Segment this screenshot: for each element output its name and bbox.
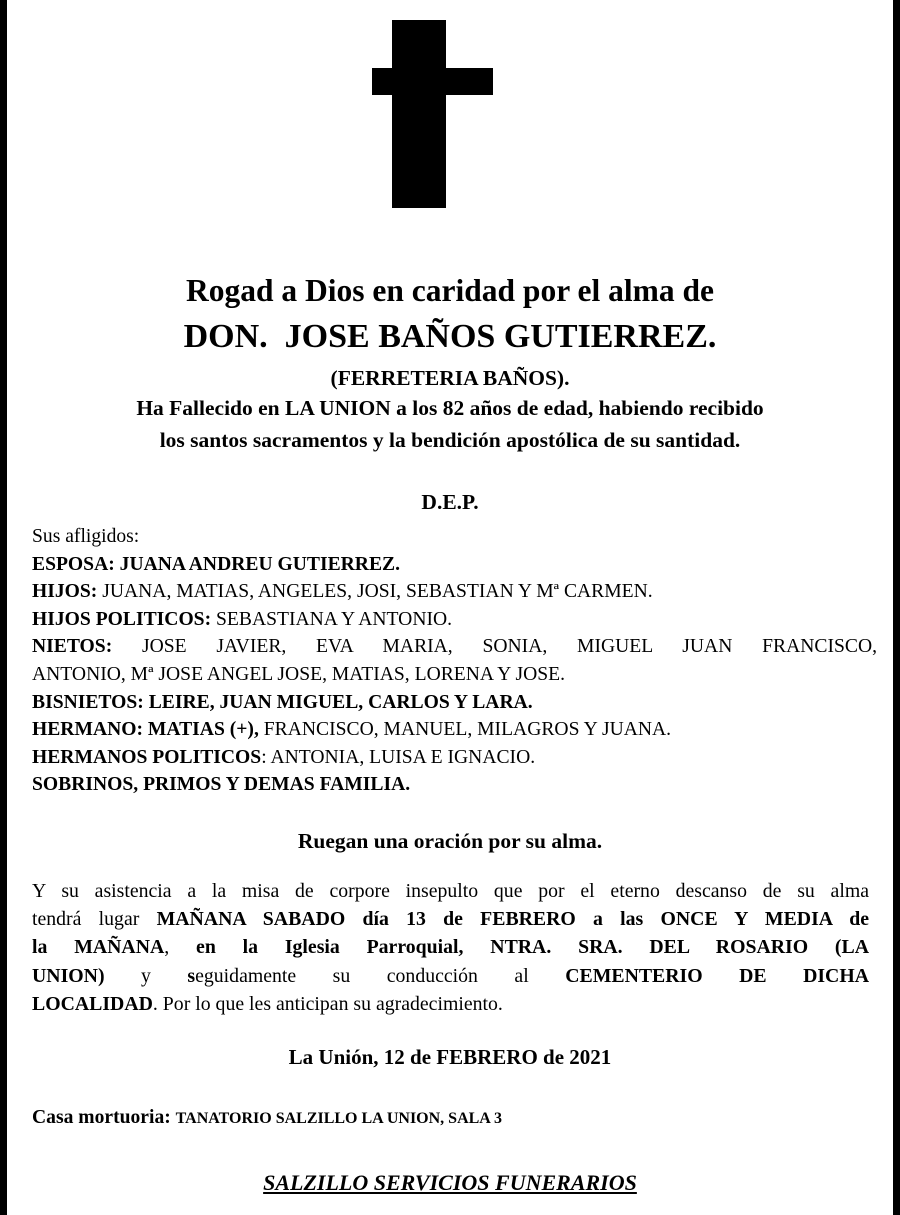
family-hermano: HERMANO: MATIAS (+), FRANCISCO, MANUEL, MILAGROS Y JUANA. [32, 719, 672, 741]
family-esposa: ESPOSA: JUANA ANDREU GUTIERREZ. [32, 553, 400, 575]
mass-line-3: la MAÑANA, en la Iglesia Parroquial, NTRA. SRA. DEL ROSARIO (LA [32, 936, 869, 959]
deceased-name: DON. JOSE BAÑOS GUTIERREZ. [183, 318, 717, 355]
announcement-line-1: Ha Fallecido en LA UNION a los 82 años de edad, habiendo recibido [136, 396, 764, 420]
prayer-line: Ruegan una oración por su alma. [297, 829, 603, 853]
business-name: (FERRETERIA BAÑOS). [330, 366, 570, 390]
family-hijos-politicos: HIJOS POLITICOS: SEBASTIANA Y ANTONIO. [32, 608, 453, 630]
mass-line-4: UNION) y seguidamente su conducción al CEMENTERIO DE DICHA [32, 964, 870, 987]
mass-paragraph [32, 877, 869, 1018]
dep-label: D.E.P. [421, 490, 479, 514]
family-bisnietos: BISNIETOS: LEIRE, JUAN MIGUEL, CARLOS Y LARA. [32, 691, 533, 713]
cross-horizontal-bar [372, 68, 493, 95]
mass-line-2: tendrá lugar MAÑANA SABADO día 13 de FEBRERO a las ONCE Y MEDIA de [32, 908, 869, 931]
family-hijos: HIJOS: JUANA, MATIAS, ANGELES, JOSI, SEBASTIAN Y Mª CARMEN. [32, 581, 653, 603]
family-intro: Sus afligidos: [32, 526, 140, 547]
family-hermanos-politicos: HERMANOS POLITICOS: ANTONIA, LUISA E IGNACIO. [32, 746, 536, 768]
invocation-line: Rogad a Dios en caridad por el alma de [186, 273, 714, 308]
family-sobrinos: SOBRINOS, PRIMOS Y DEMAS FAMILIA. [32, 774, 411, 796]
mass-line-5: LOCALIDAD. Por lo que les anticipan su agradecimiento. [32, 992, 503, 1015]
date-line: La Unión, 12 de FEBRERO de 2021 [288, 1045, 612, 1069]
funeral-services-name: SALZILLO SERVICIOS FUNERARIOS [263, 1170, 637, 1195]
announcement-line-2: los santos sacramentos y la bendición apostólica de su santidad. [159, 428, 741, 452]
family-list [32, 523, 877, 799]
family-nietos-cont: ANTONIO, Mª JOSE ANGEL JOSE, MATIAS, LORENA Y JOSE. [32, 663, 566, 685]
family-nietos: NIETOS: JOSE JAVIER, EVA MARIA, SONIA, MIGUEL JUAN FRANCISCO, [32, 636, 877, 658]
cross-vertical-bar [392, 20, 446, 208]
funeral-home-line: Casa mortuoria: TANATORIO SALZILLO LA UNION, SALA 3 [32, 1107, 502, 1128]
mass-line-1: Y su asistencia a la misa de corpore insepulto que por el eterno descanso de su alma [32, 880, 869, 902]
